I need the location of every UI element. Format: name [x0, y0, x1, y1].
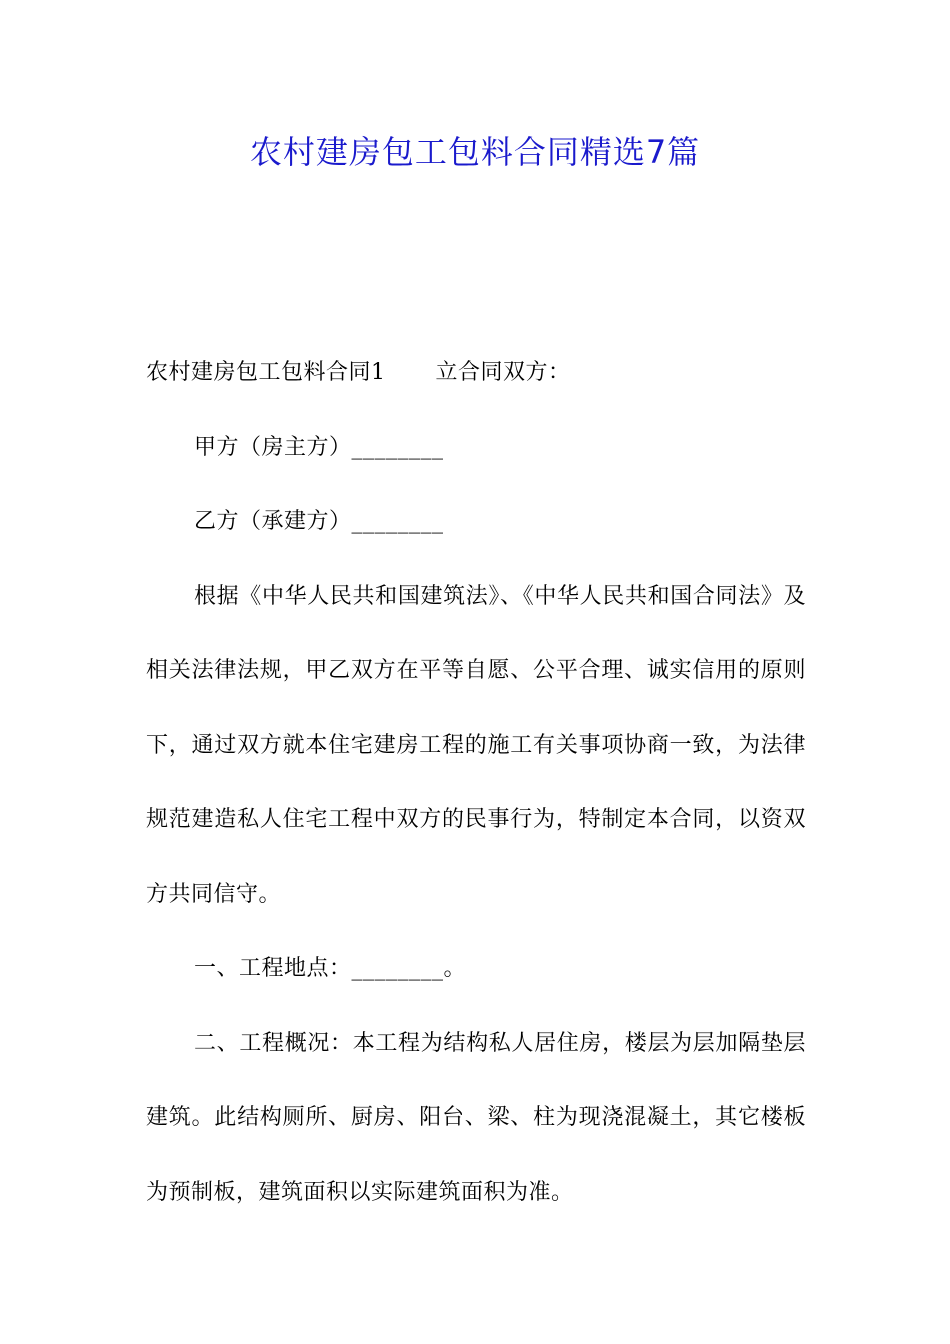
document-body [146, 336, 806, 1230]
clause-location: 一、工程地点：________。 [194, 956, 467, 981]
document-title: 农村建房包工包料合同精选7篇 [249, 133, 701, 171]
section-heading: 农村建房包工包料合同1 [146, 360, 386, 385]
party-b-line: 乙方（承建方）________ [194, 509, 444, 534]
parties-intro: 立合同双方： [435, 360, 571, 385]
clause-overview: 二、工程概况：本工程为结构私人居住房，楼层为层加隔垫层建筑。此结构厕所、厨房、阳台、梁、柱为现浇混凝土，其它楼板为预制板，建筑面积以实际建筑面积为准。 [146, 1030, 806, 1205]
party-a-line: 甲方（房主方）________ [194, 434, 444, 460]
section-heading-line [146, 336, 806, 411]
preamble-paragraph: 根据《中华人民共和国建筑法》、《中华人民共和国合同法》及相关法律法规，甲乙双方在平等自愿、公平合理、诚实信用的原则下，通过双方就本住宅建房工程的施工有关事项协商一致，为法律规范建造私人住宅工程中双方的民事行为，特制定本合同，以资双方共同信守。 [146, 583, 806, 907]
